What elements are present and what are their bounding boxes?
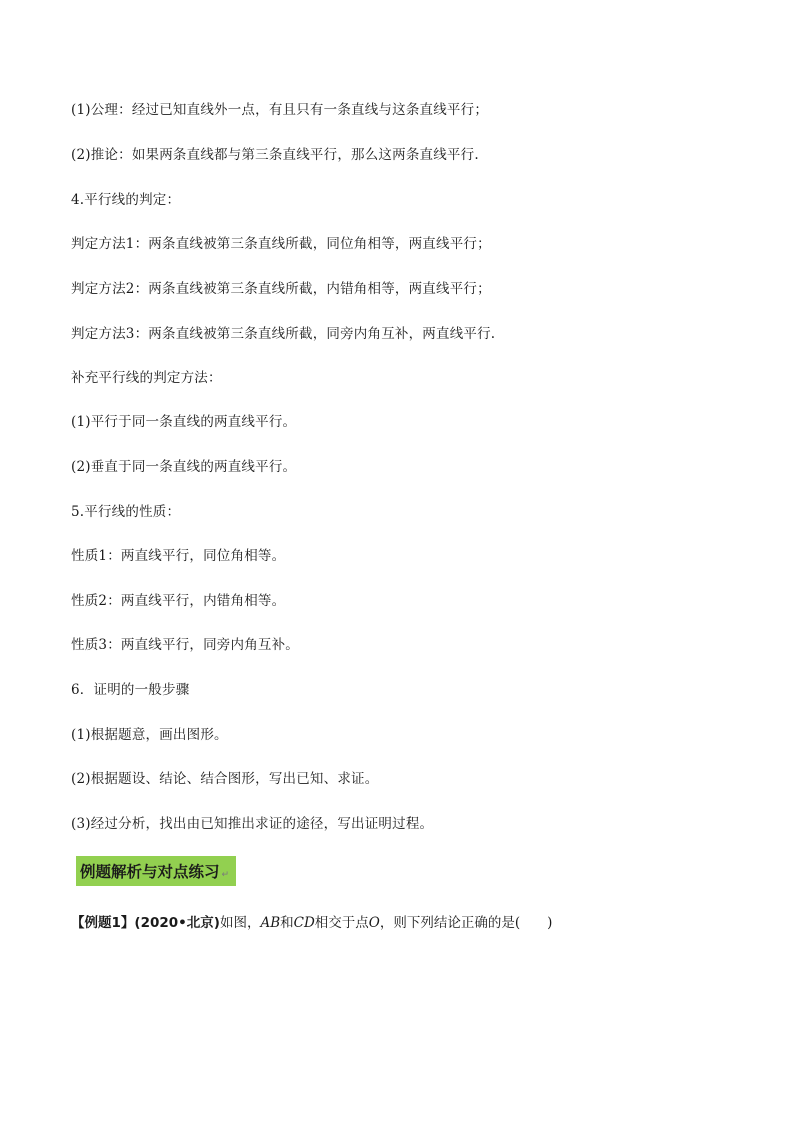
supplement-heading: 补充平行线的判定方法： — [71, 370, 222, 386]
criterion-1: 判定方法1：两条直线被第三条直线所截，同位角相等，两直线平行； — [71, 236, 491, 252]
supplement-2: (2)垂直于同一条直线的两直线平行。 — [71, 459, 297, 475]
property-2: 性质2：两直线平行，内错角相等。 — [71, 593, 286, 609]
point-o: O — [368, 915, 380, 931]
example-question — [71, 914, 552, 932]
heading-parallel-properties: 5.平行线的性质： — [71, 504, 181, 520]
corollary-line: (2)推论：如果两条直线都与第三条直线平行，那么这两条直线平行. — [71, 147, 479, 163]
example-source: (2020•北京) — [134, 915, 220, 931]
example-text-2: 和 — [280, 915, 294, 931]
proof-step-2: (2)根据题设、结论、结合图形，写出已知、求证。 — [71, 771, 379, 787]
axiom-line: (1)公理：经过已知直线外一点，有且只有一条直线与这条直线平行； — [71, 102, 489, 118]
example-text-4: ，则下列结论正确的是( ) — [379, 915, 553, 931]
property-3: 性质3：两直线平行，同旁内角互补。 — [71, 637, 299, 653]
heading-parallel-criteria: 4.平行线的判定： — [71, 192, 181, 208]
section-banner — [76, 856, 236, 886]
segment-ab: AB — [260, 915, 281, 931]
example-text-3: 相交于点 — [314, 915, 369, 931]
proof-step-3: (3)经过分析，找出由已知推出求证的途径，写出证明过程。 — [71, 816, 434, 832]
criterion-3: 判定方法3：两条直线被第三条直线所截，同旁内角互补，两直线平行. — [71, 326, 496, 342]
heading-proof-steps: 6．证明的一般步骤 — [71, 682, 190, 698]
criterion-2: 判定方法2：两条直线被第三条直线所截，内错角相等，两直线平行； — [71, 281, 491, 297]
section-title: 例题解析与对点练习 — [80, 863, 220, 881]
example-text-1: 如图， — [219, 915, 261, 931]
supplement-1: (1)平行于同一条直线的两直线平行。 — [71, 414, 297, 430]
property-1: 性质1：两直线平行，同位角相等。 — [71, 548, 286, 564]
segment-cd: CD — [293, 915, 315, 931]
example-label: 【例题1】 — [71, 915, 135, 931]
paragraph-mark-icon: ↵ — [221, 870, 230, 880]
proof-step-1: (1)根据题意，画出图形。 — [71, 727, 228, 743]
